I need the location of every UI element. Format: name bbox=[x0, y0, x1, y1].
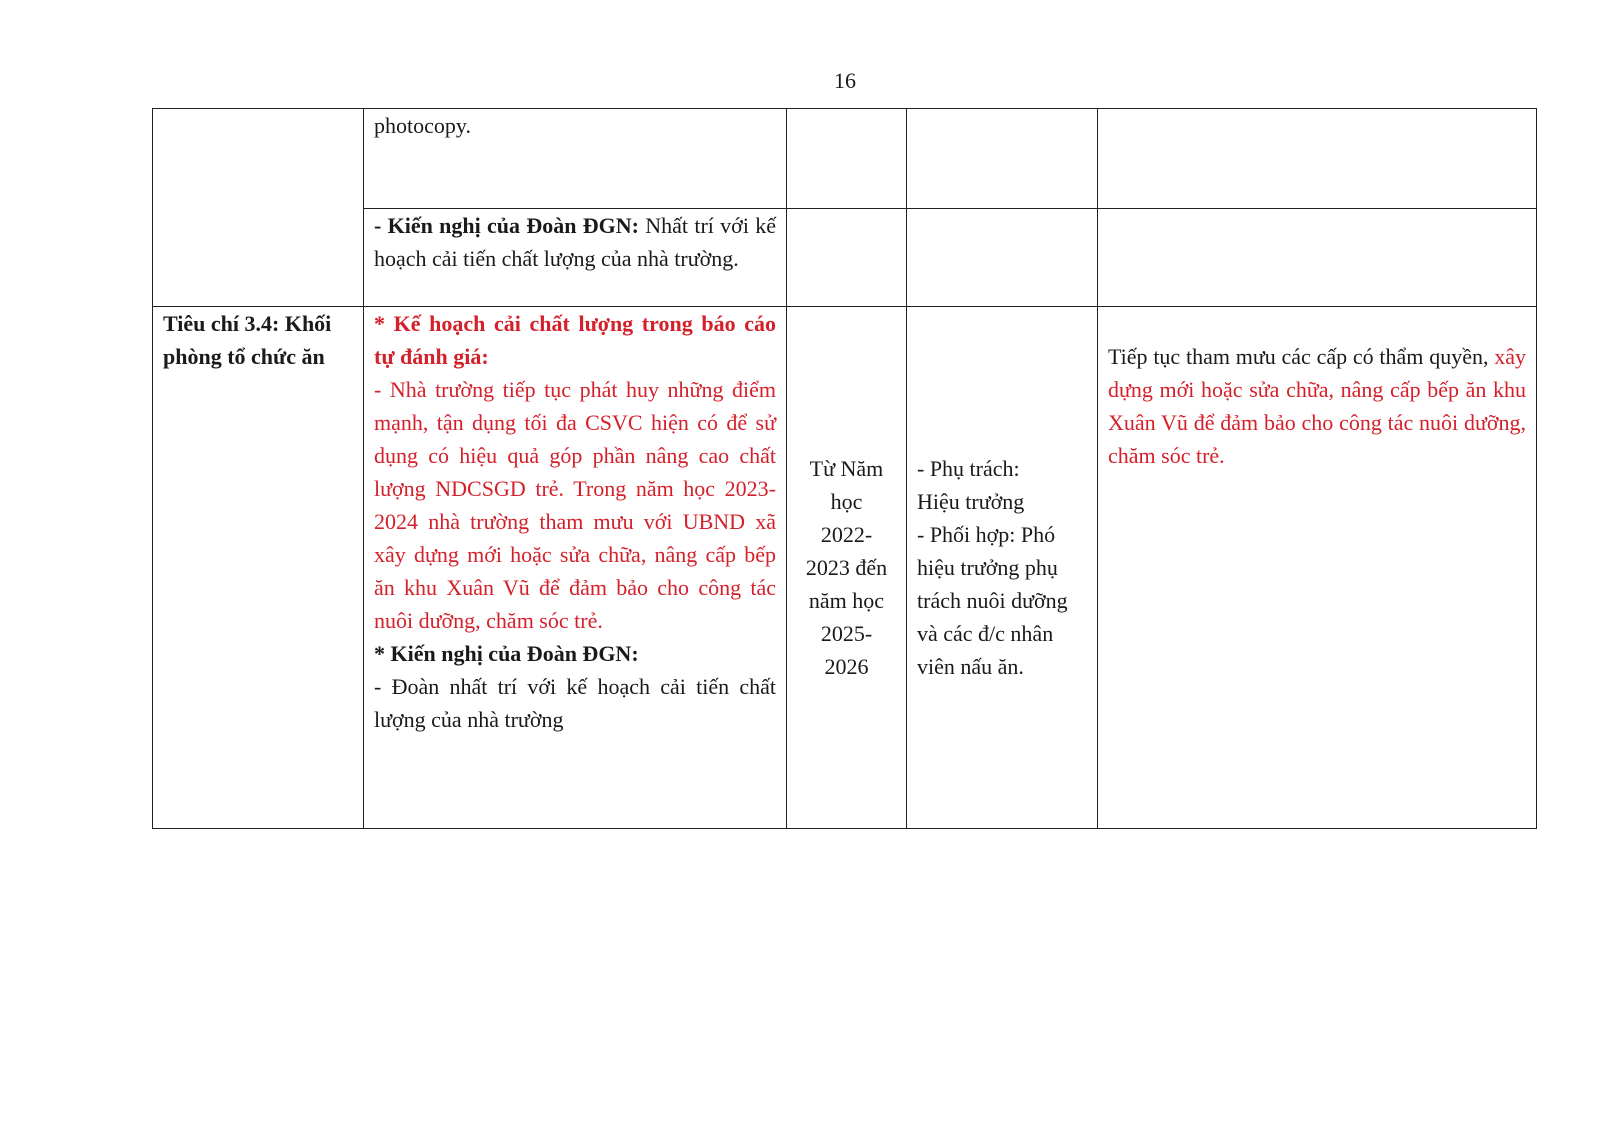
solution-cell bbox=[1098, 109, 1537, 209]
time-line: 2022- bbox=[820, 522, 873, 547]
recommendation-text: - Đoàn nhất trí với kế hoạch cải tiến chất lượng của nhà trường bbox=[374, 674, 776, 732]
cooperation-text: - Phối hợp: Phó hiệu trưởng phụ trách nuôi dưỡng và các đ/c nhân viên nấu ăn. bbox=[917, 522, 1068, 679]
time-line: 2025- bbox=[820, 621, 873, 646]
responsibility-cell bbox=[907, 307, 1098, 829]
criterion-title: Tiêu chí 3.4: Khối phòng tổ chức ăn bbox=[163, 311, 332, 369]
lead-label: - Phụ trách: bbox=[917, 456, 1020, 481]
time-cell bbox=[787, 109, 907, 209]
responsibility-cell bbox=[907, 209, 1098, 307]
solution-text-black: Tiếp tục tham mưu các cấp có thẩm quyền, bbox=[1108, 344, 1489, 369]
responsibility-cell bbox=[907, 109, 1098, 209]
page-number: 16 bbox=[834, 68, 856, 93]
criterion-cell-empty bbox=[153, 109, 364, 307]
solution-text-red: xây dựng mới hoặc sửa chữa, nâng cấp bếp ăn khu Xuân Vũ để đảm bảo cho công tác nuôi dưỡng, chăm sóc trẻ. bbox=[1108, 344, 1526, 468]
plan-heading: * Kế hoạch cải chất lượng trong báo cáo tự đánh giá: bbox=[374, 311, 776, 369]
content-cell bbox=[364, 209, 787, 307]
criterion-cell bbox=[153, 307, 364, 829]
time-cell bbox=[787, 209, 907, 307]
recommendation-paragraph bbox=[374, 209, 776, 275]
time-line: Từ Năm bbox=[809, 456, 884, 481]
time-line: năm học bbox=[808, 588, 885, 613]
table-row bbox=[153, 109, 1537, 209]
time-line: học bbox=[830, 489, 863, 514]
recommendation-text: Nhất trí với kế hoạch cải tiến chất lượng của nhà trường. bbox=[374, 213, 776, 271]
time-line: 2023 đến bbox=[805, 555, 888, 580]
plan-text: - Nhà trường tiếp tục phát huy những điểm mạnh, tận dụng tối đa CSVC hiện có để sử dụng có hiệu quả góp phần nâng cao chất lượng NDCSGD trẻ. Trong năm học 2023-2024 nhà trường tham mưu với UBND xã xây dựng mới hoặc sửa chữa, nâng cấp bếp ăn khu Xuân Vũ để đảm bảo cho công tác nuôi dưỡng, chăm sóc trẻ. bbox=[374, 377, 776, 633]
content-cell bbox=[364, 307, 787, 829]
time-line: 2026 bbox=[824, 654, 869, 679]
solution-cell bbox=[1098, 209, 1537, 307]
table-row bbox=[153, 307, 1537, 829]
solution-cell bbox=[1098, 307, 1537, 829]
recommendation-heading: * Kiến nghị của Đoàn ĐGN: bbox=[374, 641, 639, 666]
recommendation-label: - Kiến nghị của Đoàn ĐGN: bbox=[374, 213, 639, 238]
time-cell bbox=[787, 307, 907, 829]
content-text: photocopy. bbox=[374, 113, 471, 138]
solution-text bbox=[1108, 340, 1526, 472]
content-cell bbox=[364, 109, 787, 209]
lead-name: Hiệu trưởng bbox=[917, 489, 1025, 514]
improvement-plan-table bbox=[152, 108, 1537, 829]
